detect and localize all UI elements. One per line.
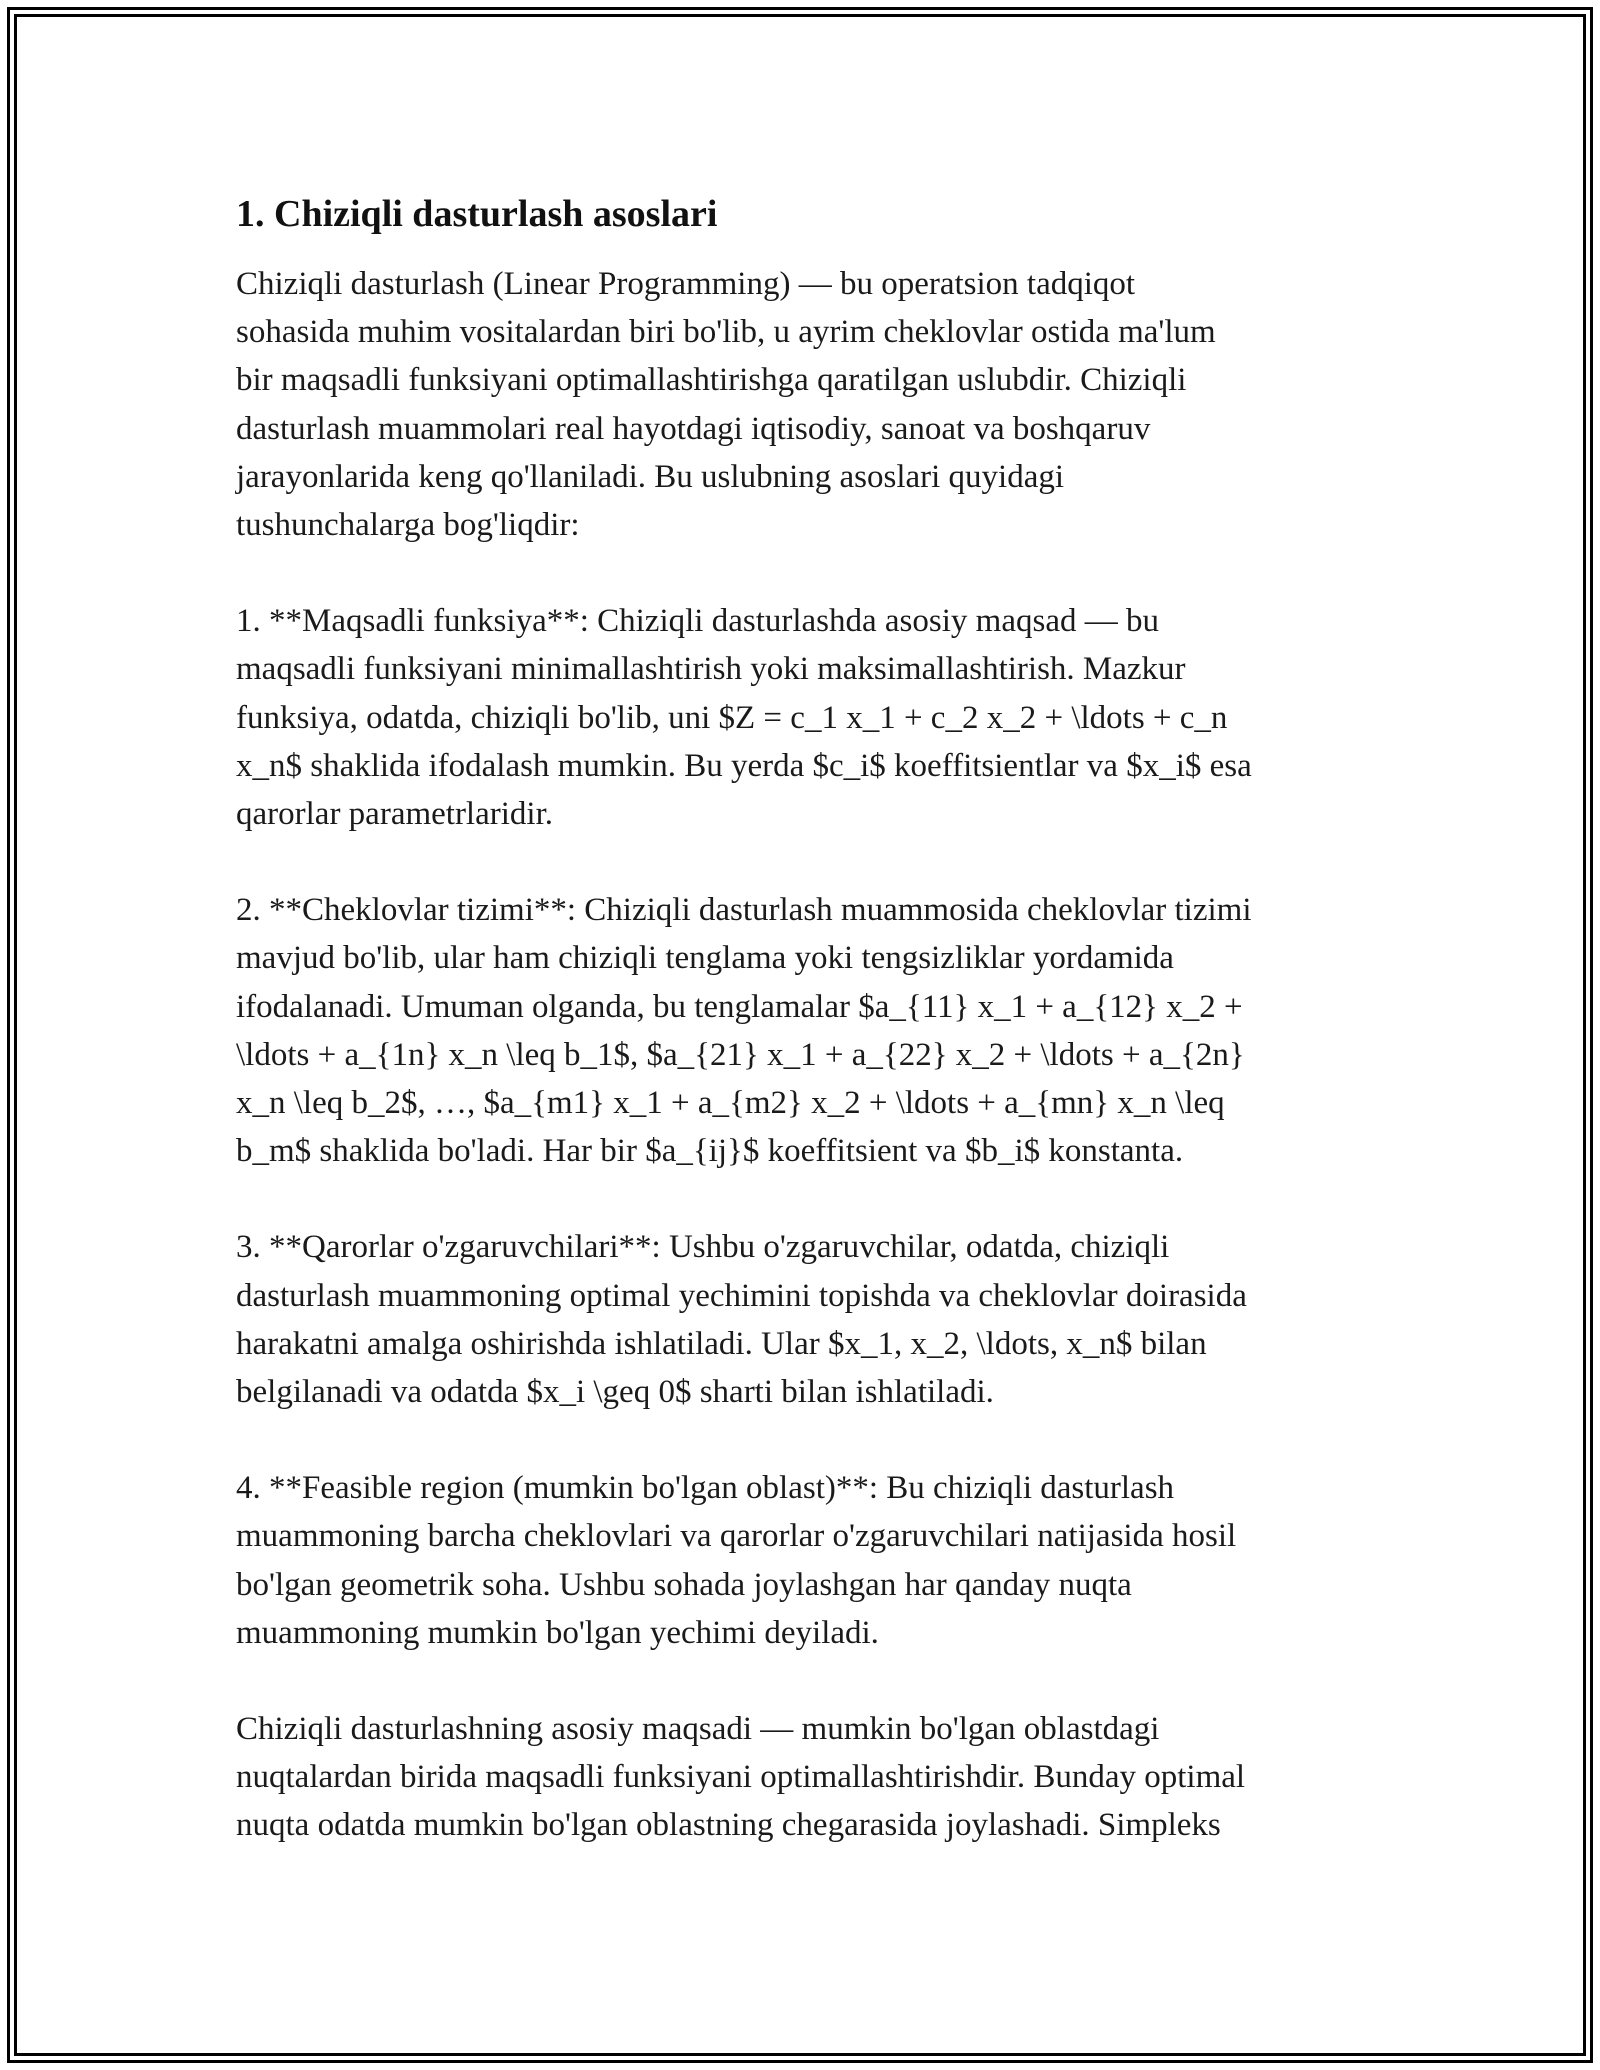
list-item-decision-variables: 3. **Qarorlar o'zgaruvchilari**: Ushbu o'zgaruvchilar, odatda, chiziqli dasturlash muammoning optimal yechimini topishda va cheklovlar doirasida harakatni amalga oshirishda ishlatiladi. Ular $x_1, x_2, \ldots, x_n$ bilan belgilanadi va odatda $x_i \geq 0$ sharti bilan ishlatiladi. xyxy=(236,1229,1247,1411)
list-item-objective-function: 1. **Maqsadli funksiya**: Chiziqli dasturlashda asosiy maqsad — bu maqsadli funksiyani minimallashtirish yoki maksimallashtirish. Mazkur funksiya, odatda, chiziqli bo'lib, uni $Z = c_1 x_1 + c_2 x_2 + \ldots + c_n x_n$ shaklida ifodalash mumkin. Bu yerda $c_i$ koeffitsientlar va $x_i$ esa qarorlar parametrlaridir. xyxy=(236,603,1252,833)
list-item-feasible-region: 4. **Feasible region (mumkin bo'lgan oblast)**: Bu chiziqli dasturlash muammoning barcha cheklovlari va qarorlar o'zgaruvchilari natijasida hosil bo'lgan geometrik soha. Ushbu sohada joylashgan har qanday nuqta muammoning mumkin bo'lgan yechimi deyiladi. xyxy=(236,1470,1237,1651)
document-page xyxy=(236,188,1376,1850)
intro-paragraph: Chiziqli dasturlash (Linear Programming) — bu operatsion tadqiqot sohasida muhim vositalardan biri bo'lib, u ayrim cheklovlar ostida ma'lum bir maqsadli funksiyani optimallashtirishga qaratilgan uslubdir. Chiziqli dasturlash muammolari real hayotdagi iqtisodiy, sanoat va boshqaruv jarayonlarida keng qo'llaniladi. Bu uslubning asoslari quyidagi tushunchalarga bog'liqdir: xyxy=(236,266,1216,544)
closing-paragraph: Chiziqli dasturlashning asosiy maqsadi — mumkin bo'lgan oblastdagi nuqtalardan birida maqsadli funksiyani optimallashtirishdir. Bunday optimal nuqta odatda mumkin bo'lgan oblastning chegarasida joylashadi. Simpleks xyxy=(236,1711,1246,1844)
section-heading: 1. Chiziqli dasturlash asoslari xyxy=(236,193,718,235)
list-item-constraints: 2. **Cheklovlar tizimi**: Chiziqli dasturlash muammosida cheklovlar tizimi mavjud bo'lib, ular ham chiziqli tenglama yoki tengsizliklar yordamida ifodalanadi. Umuman olganda, bu tenglamalar $a_{11} x_1 + a_{12} x_2 + \ldots + a_{1n} x_n \leq b_1$, $a_{21} x_1 + a_{22} x_2 + \ldots + a_{2n} x_n \leq b_2$, …, $a_{m1} x_1 + a_{m2} x_2 + \ldots + a_{mn} x_n \leq b_m$ shaklida bo'ladi. Har bir $a_{ij}$ koeffitsient va $b_i$ konstanta. xyxy=(236,892,1252,1170)
